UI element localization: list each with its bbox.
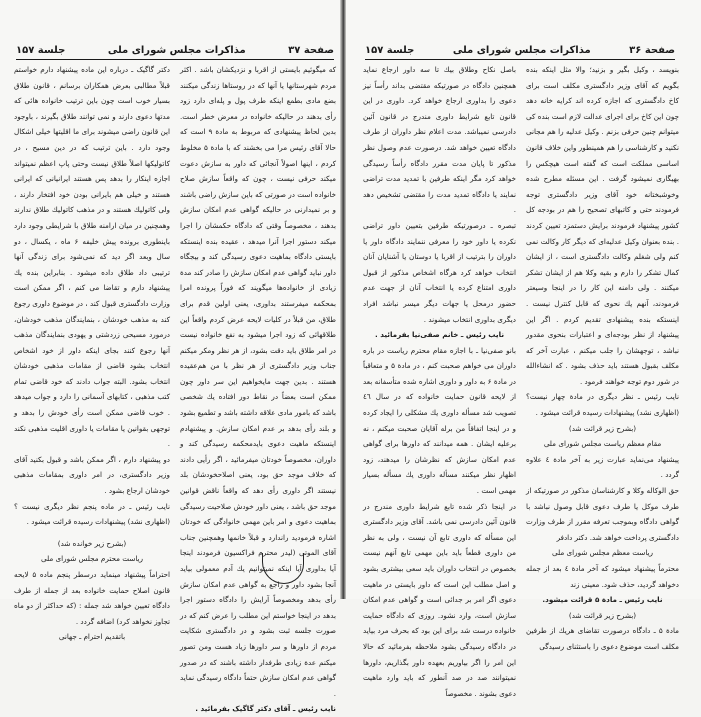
left-page-header	[16, 40, 334, 56]
addressee: مقام معظم ریاست مجلس شورای ملی	[543, 439, 662, 449]
paragraph: در اینجا ذکر شده تابع شرایط داوری مندرج در قانون آئین دادرسی نمی باشد. آقای وزیر دادگستری این مسأله که داوری تابع آن نیست ، ولی به نظر من داوری قطعاً باید باین مهمی تابع آنهم نیست بخصوص در انتخاب داوران باید سعی بیشتری بشود و اصل مطلب این است که داور بایستی در ماهیت دعوی اگر امر بر جدائی است و گواهی عدم امکان سازش است، وارد نشود. روزی که دادگاه حمایت خانواده درست شد برای این بود که بحرف مرد بیاید در دادگاه رسیدگی بشود ملاحظه بفرمائید که حالا این امر را اگر بیاوریم بعهده داور بگذاریم، داورها نمیتوانند صد در صد آنطور که باید وارد ماهیت دعوی بشوند . مخصوصاً	[363, 501, 516, 698]
left-page-title: مذاکرات مجلس شورای ملی	[107, 45, 246, 56]
paragraph: بانو صفی‌نیا ـ با اجازه مقام محترم ریاست در باره داوران می خواهم صحبت کنم ، در مادة ۵ و متعاقباً در مادة ۶ به داور و داوری اشاره شده متأسفانه بعد از لایحه قانون حمایت خانواده که در سال ٤٦ تصویب شد مسأله داوری یك مشکلی را ایجاد کرده و در اینجا اتفاقاً من برله آقایان صحبت میکنم ، نه برعلیه ایشان . همه میدانند که داورها برای گواهی عدم امکان سازش که نظرشان را میدهند، زود اظهار نظر میکنند مسأله داوری یك مسأله بسیار مهمی است .	[363, 345, 517, 496]
addressee: ریاست معظم مجلس شورای ملی	[552, 548, 653, 558]
header-rule	[365, 59, 675, 60]
speaker-line: نایب رئیس ـ نظر دیگری در مادة چهار نیست؟ (اظهاری نشد) پیشنهادات رسیده قرائت میشود .	[526, 392, 679, 418]
left-page-right-column	[180, 62, 336, 717]
paragraph: دکتر گاگیک ـ درباره این ماده پیشنهاد دارم خواستم قبلاً مطالبی بعرض همکاران برسانم ، قانون طلاق بسیار خوب است چون باین ترتیب خانواده هائی که مدتها دعوی دارند و نمی توانند طلاق بگیرند ، باوجود این قانون راضی میشوند برای ما اقلیتها خیلی اشکال وجود دارد . باین ترتیب که در دین مسیح ، در کاتولیکها اصلاً طلاق نیست وحتی پاپ اعظم نمیتواند اجازه اینکار را بدهد پس هستند ایرانیانی که ایرانی هستند و خیلی هم بایرانی بودن خود افتخار دارند ، ولی کاتولیك هستند و در مذهب کاتولیك طلاق ندارند وهمچنین در میان ارامنه طلاق با شرایطی وجود دارد باینطوری برونده پیش خلیفه ۶ ماه ، یکسال ، دو سال وبعد اگر دید که نمی‌شود برای زندگی آنها ترتیبی داد طلاق داده میشود . بنابراین بنده یك پیشنهاد دارم و تقاضا می کنم ، اگر ممکن است وزارت دادگستری قبول کند ، در موضوع داوری رجوع کند به مذهب خودشان ، بنمایندگان مذهب خودشان، درمورد مسیحی زردشتی و یهودی بنمایندگان مذهب آنها رجوع کنند بجای اینکه داور از خود اشخاص انتخاب بشود قاضی از مقامات مذهبی خودشان انتخاب بشود. البته جواب دادند که خود قاضی تمام کتب مذهبی ، کتابهای آسمانی را دارد و جواب میدهد . خوب قاضی ممکن است رأی خودش را بدهد و توجهی بقوانین یا مقامات یا داوری اقلیت مذهبی نکند .	[14, 65, 170, 449]
signature: باتقدیم احترام ـ جهانی	[58, 632, 126, 642]
left-page	[0, 0, 343, 714]
article-text: مادة ۵ ـ دادگاه درصورت تقاضای هریك از طرفین مکلف است موضوع دعوی را باستثنای رسیدگی	[526, 626, 680, 651]
right-page-title: مذاکرات مجلس شورای ملی	[452, 45, 591, 56]
reading-note: (بشرح زیر قرائت شد)	[568, 423, 637, 433]
right-page-right-column	[526, 62, 679, 701]
reading-note: (بشرح زیر قرائت شد)	[568, 610, 637, 620]
left-page-number: صفحة ۳۷	[288, 45, 334, 56]
paragraph: که میگوئیم بایستی از اقربا و نزدیکشان باشد . اکثر مردم شهرستانها یا آنها که در روستاها زندگی میکنند بضع مادی بطمع اینکه طرف پول و پله‌ای دارد زود رأی بدهند در حالیکه خانواده در معرض خطر است. بدین لحاظ پیشنهادی که مربوط به مادة ۹ است که حالا آقای رئیس مرا می بخشند که با مادة ۵ مخلوط کردم ، اینها اصولاً آنجائی که داور به سازش دعوت میکند حرفی نیست ، چون که واقعاً سازش صلاح خانواده است در صورتی که باین سازش راضی باشند و بر نمیدارنی در حالیکه گواهی عدم امکان سازش بدهند ، مخصوصاً وقتی که دادگاه حکمشان را اجرا میکند دستور اجرا آنرا میدهد ، عقیده بنده اینستکه بایستی دادگاه بماهیت دعوی رسیدگی کند و بیجگاه داور نباید گواهی عدم امکان سازش را صادر کند مدة زیادی از خانواده‌ها میگویند که فوراً پرونده امرا بمحکمه میفرستند بداوری، یعنی اولین قدم برای طلاق، من قبلاً در کلیات لایحه عرض کردم واقعاً این طلاقهائی که زود اجرا میشود به نفع خانواده نیست در امر طلاق باید دقت بشود، از هر نظر ومکر میکنم جناب وزیر دادگستری از هر نظر با من هم‌عقیده هستند . بدین جهت مایخواهیم این سر داور چون ممکن است بعضاً در نقاط دور افتاده یك شخصی باشد که بامور مادی علاقه داشته باشد و تطمیع بشود و بلند رأی بدهد بر عدم امکان سازش. و پیشنهادم اینستکه ماهیت دعوی بایدمحکمه رسیدگی کند و داوران، مخصوصاً خودتان میفرمائید ، اگر رأیی دادند که خلاف موجد حق بود، یعنی اصلاحخودشان بلد نیستند اگر داوری رأی دهد که واقعاً ناقض قوانین موجد حق باشد ، یعنی داور خودش صلاحیت رسیدگی بماهیت دعوی و امر باین مهمی خانوادگی که خودتان اشاره فرمودید راندارد و قبلاً خانمها وهمچنین جناب آقای الموتی (لیدر محترم فراکسیون فرمودند اینجا آیا بداوری آیا اینکه نمیتوانیم یك آدم معمولی بیاید آنجا بشود داور و راجع به گواهی عدم امکان سازش رأی بدهد ومخصوصاً آرایش را دادگاه دستور اجرا بدهد در اینجا خواستم این مطلب را عرض کنم که در صورت جلسه ثبت بشود و در دادگستری شکایت مردم از داورها و سر داورها زیاد هست ومن تصور میکنم عدة زیادی طرفدار داشته باشند که در صدور گواهی عدم امکان سازش حتماً دادگاه رسیدگی نماید .	[180, 65, 337, 698]
right-page-columns	[363, 62, 679, 701]
proposal-text: احتراماً پیشنهاد مینماید درسطر پنجم ماده ۵ لایحه قانون اصلاح حمایت خانواده بعد از جمله از طرف دادگاه تعیین خواهد شد جمله : (که حداکثر از دو ماه تجاوز نخواهد کرد) اضافه گردد .	[14, 570, 170, 626]
paragraph: دو پیشنهاد دارم ، اگر ممکن باشد و قبول بکنید آقای وزیر دادگستری، در امر داوری بمقامات مذهبی خودشان ارجاع بشود .	[14, 454, 170, 496]
speaker-line: نایب رئیس ـ آقای دکتر گاگیک بفرمائید .	[195, 704, 336, 714]
reading-note: (بشرح زیر خوانده شد)	[57, 538, 127, 548]
header-rule	[16, 59, 334, 60]
article-text: باصل نکاح وطلاق بیك تا سه داور ارجاع نماید همچنین دادگاه در صورتیکه مقتضی بداند رأساً نیز دعوی را بداوری ارجاع خواهد کرد. داوری در این قانون تابع شرایط داوری مندرج در قانون آئین دادرسی نمیباشد. مدت اعلام نظر داوران از طرف دادگاه تعیین خواهد شد. درصورت عدم وصول نظر مذکور تا پایان مدت مقرر دادگاه رأساً رسیدگی خواهد کرد مگر اینکه طرفین با تمدید مدت تراضی نمایند یا دادگاه تمدید مدت را مقتضی تشخیص دهد .	[363, 65, 516, 215]
speaker-line: نایب رئیس ـ مادة ۵ قرائت میشود.	[542, 595, 663, 605]
addressee: ریاست محترم مجلس شورای ملی	[40, 554, 144, 564]
left-page-columns	[14, 62, 336, 717]
proposal-text: حق الوکاله وکلا و کارشناسان مذکور در صورتیکه از طرف موکل یا طرف دعوی قابل وصول نباشد با گواهی دادگاه وبموجب تعرفه مقرر از طرف وزارت دادگستری پرداخت خواهد شد. دکتر دادفر	[526, 486, 679, 542]
right-page-session: جلسة ۱۵۷	[365, 45, 415, 56]
right-page	[343, 0, 701, 698]
proposal-text: پیشنهاد می‌نماید عبارت زیر به آخر مادة ٤ علاوه گردد .	[526, 454, 679, 480]
speaker-line: نایب رئیس ـ خانم صفی‌نیا بفرمائید .	[374, 330, 505, 340]
right-page-number: صفحة ۳۶	[629, 45, 675, 56]
proposal-text: محترماً پیشنهاد میشود که آخر مادة ٤ بعد از جمله دخواهد گردید، حذف شود. معینی زند	[526, 564, 679, 589]
book-gutter	[340, 0, 346, 599]
right-page-header	[365, 40, 675, 56]
left-page-session: جلسة ۱۵۷	[16, 45, 66, 56]
paragraph: بنویسد ، وکیل بگیر و بزنید؛ والا مثل اینکه بنده بگویم که آقای وزیر دادگستری مکلف است برای کاخ دادگستری که اجازه کرده اند کرایه خانه دهد چون این کاخ برای اجرای عدالت لازم است بنده کی میتوانم چنین حرفی بزنم . وکیل عدلیه را هم مجانی نکنید و کارشناسی را هم همینطور واین خلاف قانون اساسی مملکت است که گفته است هیچکس را بهیگاری نمیشود گرفت . این مسئله مطرح شده وخوشبختانه خود آقای وزیر دادگستری توجه فرمودند حتی و کاتبهای تصحیح را هم در بودجه کل کشور پیشنهاد فرمودند برایش دستمزد تعیین کردند . بنده بعنوان وکیل عدلیه‌ای که دیگر کار وکالت نمی کنم ولی شغلم وکالت دادگستری است ، از ایشان کمال تشکر را دارم و بقیه وکلا هم از ایشان تشکر میکنند . ولی دامنه این کار را در اینجا وسیعتر فرمودند، آنهم یك نحوی که قابل کنترل نیست . اینستکه بنده پیشنهادی تقدیم کردم . اگر این پیشنهاد از نظر بودجه‌ای و اعتبارات بنحوی مقدور نباشد ، توجهشان را جلب میکنم ، عبارت آخر که مکلف بقبول هستند باید حذف بشود . که انشاءالله در شور دوم توجه خواهند فرمود .	[526, 65, 679, 386]
speaker-line: نایب رئیس ـ در ماده پنجم نظر دیگری نیست ؟ (اظهاری نشد) پیشنهادات رسیده قرائت میشود .	[14, 501, 170, 527]
note-text: تبصره ـ درصورتیکه طرفین بتعیین داور تراضی نکرده یا داور خود را معرفی ننمایند دادگاه داور یا داوران را بترتیب از اقربا یا دوستان یا آشنایان آنان انتخاب خواهد کرد هرگاه اشخاص مذکور از قبول داوری امتناع کرده یا انتخاب آنان از جهت عدم حضور درمحل یا جهات دیگر میسر نباشد افراد دیگری بداوری انتخاب میشوند .	[363, 220, 516, 324]
right-page-left-column	[363, 62, 516, 701]
left-page-left-column	[14, 62, 170, 717]
